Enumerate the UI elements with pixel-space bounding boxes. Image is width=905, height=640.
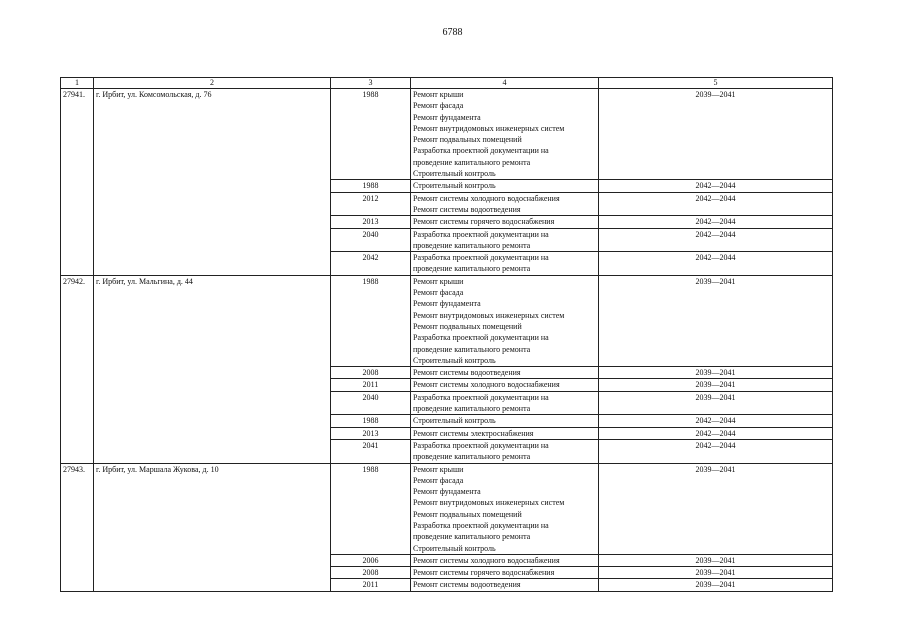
year-cell: 2012 xyxy=(331,192,411,216)
year-cell: 2008 xyxy=(331,367,411,379)
work-type-line: Строительный контроль xyxy=(413,181,496,191)
year-cell: 1988 xyxy=(331,180,411,192)
page-number: 6788 xyxy=(442,27,463,38)
work-type-line: Ремонт подвальных помещений xyxy=(413,509,522,519)
year-cell: 2040 xyxy=(331,228,411,252)
work-type-cell xyxy=(411,367,599,379)
work-type-cell xyxy=(411,391,599,415)
repair-period-cell: 2042—2044 xyxy=(599,180,833,192)
work-type-line: Строительный контроль xyxy=(413,355,496,365)
year-cell: 1988 xyxy=(331,415,411,427)
repair-period-cell: 2039—2041 xyxy=(599,567,833,579)
table-row xyxy=(61,275,833,366)
work-type-cell xyxy=(411,180,599,192)
work-type-line: Строительный контроль xyxy=(413,416,496,426)
entry-number: 27941. xyxy=(61,89,94,276)
work-type-cell xyxy=(411,252,599,276)
work-type-line: Разработка проектной документации на xyxy=(413,146,549,156)
work-type-line: проведение капитального ремонта xyxy=(413,344,531,354)
column-number: 1 xyxy=(61,78,94,89)
work-type-line: Ремонт фундамента xyxy=(413,112,481,122)
repair-period-cell: 2042—2044 xyxy=(599,216,833,228)
year-cell: 2042 xyxy=(331,252,411,276)
work-type-line: Ремонт системы горячего водоснабжения xyxy=(413,217,555,227)
work-type-cell xyxy=(411,415,599,427)
work-type-line: Ремонт фасада xyxy=(413,288,464,298)
work-type-line: Ремонт системы холодного водоснабжения xyxy=(413,555,560,565)
work-type-cell xyxy=(411,554,599,566)
repair-period-cell: 2039—2041 xyxy=(599,463,833,554)
repair-period-cell: 2042—2044 xyxy=(599,228,833,252)
column-number: 4 xyxy=(411,78,599,89)
work-type-line: проведение капитального ремонта xyxy=(413,532,531,542)
work-type-cell xyxy=(411,192,599,216)
work-type-line: Ремонт внутридомовых инженерных систем xyxy=(413,498,565,508)
repair-period-cell: 2042—2044 xyxy=(599,252,833,276)
table-row xyxy=(61,89,833,180)
repair-period-cell: 2039—2041 xyxy=(599,275,833,366)
work-type-line: Ремонт крыши xyxy=(413,276,464,286)
work-type-line: Ремонт подвальных помещений xyxy=(413,135,522,145)
entry-number: 27942. xyxy=(61,275,94,463)
work-type-cell xyxy=(411,463,599,554)
year-cell: 2008 xyxy=(331,567,411,579)
table-body xyxy=(61,78,833,592)
work-type-line: Ремонт внутридомовых инженерных систем xyxy=(413,310,565,320)
work-type-line: проведение капитального ремонта xyxy=(413,240,531,250)
work-type-cell xyxy=(411,427,599,439)
work-type-line: Ремонт системы электроснабжения xyxy=(413,428,534,438)
year-cell: 2006 xyxy=(331,554,411,566)
repair-period-cell: 2039—2041 xyxy=(599,554,833,566)
work-type-line: Ремонт фундамента xyxy=(413,487,481,497)
work-type-line: Разработка проектной документации на xyxy=(413,333,549,343)
work-type-line: Ремонт фундамента xyxy=(413,299,481,309)
repair-period-cell: 2042—2044 xyxy=(599,439,833,463)
column-number: 3 xyxy=(331,78,411,89)
year-cell: 1988 xyxy=(331,275,411,366)
year-cell: 2011 xyxy=(331,579,411,591)
work-type-line: Ремонт системы водоотведения xyxy=(413,204,521,214)
work-type-line: Разработка проектной документации на xyxy=(413,229,549,239)
year-cell: 1988 xyxy=(331,463,411,554)
work-type-line: Ремонт фасада xyxy=(413,475,464,485)
work-type-cell xyxy=(411,216,599,228)
capital-repair-table xyxy=(60,77,833,592)
year-cell: 2041 xyxy=(331,439,411,463)
building-address: г. Ирбит, ул. Комсомольская, д. 76 xyxy=(94,89,331,276)
work-type-line: проведение капитального ремонта xyxy=(413,264,531,274)
column-number: 2 xyxy=(94,78,331,89)
year-cell: 2040 xyxy=(331,391,411,415)
work-type-cell xyxy=(411,228,599,252)
work-type-line: Разработка проектной документации на xyxy=(413,520,549,530)
year-cell: 2011 xyxy=(331,379,411,391)
year-cell: 2013 xyxy=(331,216,411,228)
work-type-line: Разработка проектной документации на xyxy=(413,440,549,450)
column-number: 5 xyxy=(599,78,833,89)
work-type-line: Ремонт крыши xyxy=(413,90,464,99)
work-type-line: Ремонт подвальных помещений xyxy=(413,321,522,331)
work-type-line: Ремонт фасада xyxy=(413,101,464,111)
work-type-line: Разработка проектной документации на xyxy=(413,392,549,402)
repair-period-cell: 2039—2041 xyxy=(599,379,833,391)
table-row xyxy=(61,463,833,554)
repair-period-cell: 2042—2044 xyxy=(599,427,833,439)
work-type-line: Ремонт системы водоотведения xyxy=(413,368,521,378)
work-type-line: Строительный контроль xyxy=(413,543,496,553)
repair-period-cell: 2039—2041 xyxy=(599,367,833,379)
building-address: г. Ирбит, ул. Маршала Жукова, д. 10 xyxy=(94,463,331,591)
work-type-cell xyxy=(411,89,599,180)
entry-number: 27943. xyxy=(61,463,94,591)
year-cell: 2013 xyxy=(331,427,411,439)
repair-period-cell: 2042—2044 xyxy=(599,192,833,216)
repair-period-cell: 2039—2041 xyxy=(599,579,833,591)
repair-period-cell: 2039—2041 xyxy=(599,89,833,180)
work-type-line: Ремонт системы холодного водоснабжения xyxy=(413,193,560,203)
work-type-line: проведение капитального ремонта xyxy=(413,452,531,462)
column-number-row xyxy=(61,78,833,89)
work-type-cell xyxy=(411,567,599,579)
work-type-line: проведение капитального ремонта xyxy=(413,157,531,167)
work-type-line: Разработка проектной документации на xyxy=(413,253,549,263)
building-address: г. Ирбит, ул. Мальгина, д. 44 xyxy=(94,275,331,463)
work-type-cell xyxy=(411,379,599,391)
work-type-line: Ремонт системы водоотведения xyxy=(413,580,521,590)
work-type-cell xyxy=(411,275,599,366)
work-type-cell xyxy=(411,439,599,463)
work-type-line: Ремонт системы горячего водоснабжения xyxy=(413,568,555,578)
repair-period-cell: 2042—2044 xyxy=(599,415,833,427)
work-type-cell xyxy=(411,579,599,591)
repair-period-cell: 2039—2041 xyxy=(599,391,833,415)
work-type-line: Строительный контроль xyxy=(413,169,496,179)
work-type-line: Ремонт системы холодного водоснабжения xyxy=(413,380,560,390)
work-type-line: проведение капитального ремонта xyxy=(413,404,531,414)
work-type-line: Ремонт крыши xyxy=(413,464,464,474)
year-cell: 1988 xyxy=(331,89,411,180)
work-type-line: Ремонт внутридомовых инженерных систем xyxy=(413,123,565,133)
